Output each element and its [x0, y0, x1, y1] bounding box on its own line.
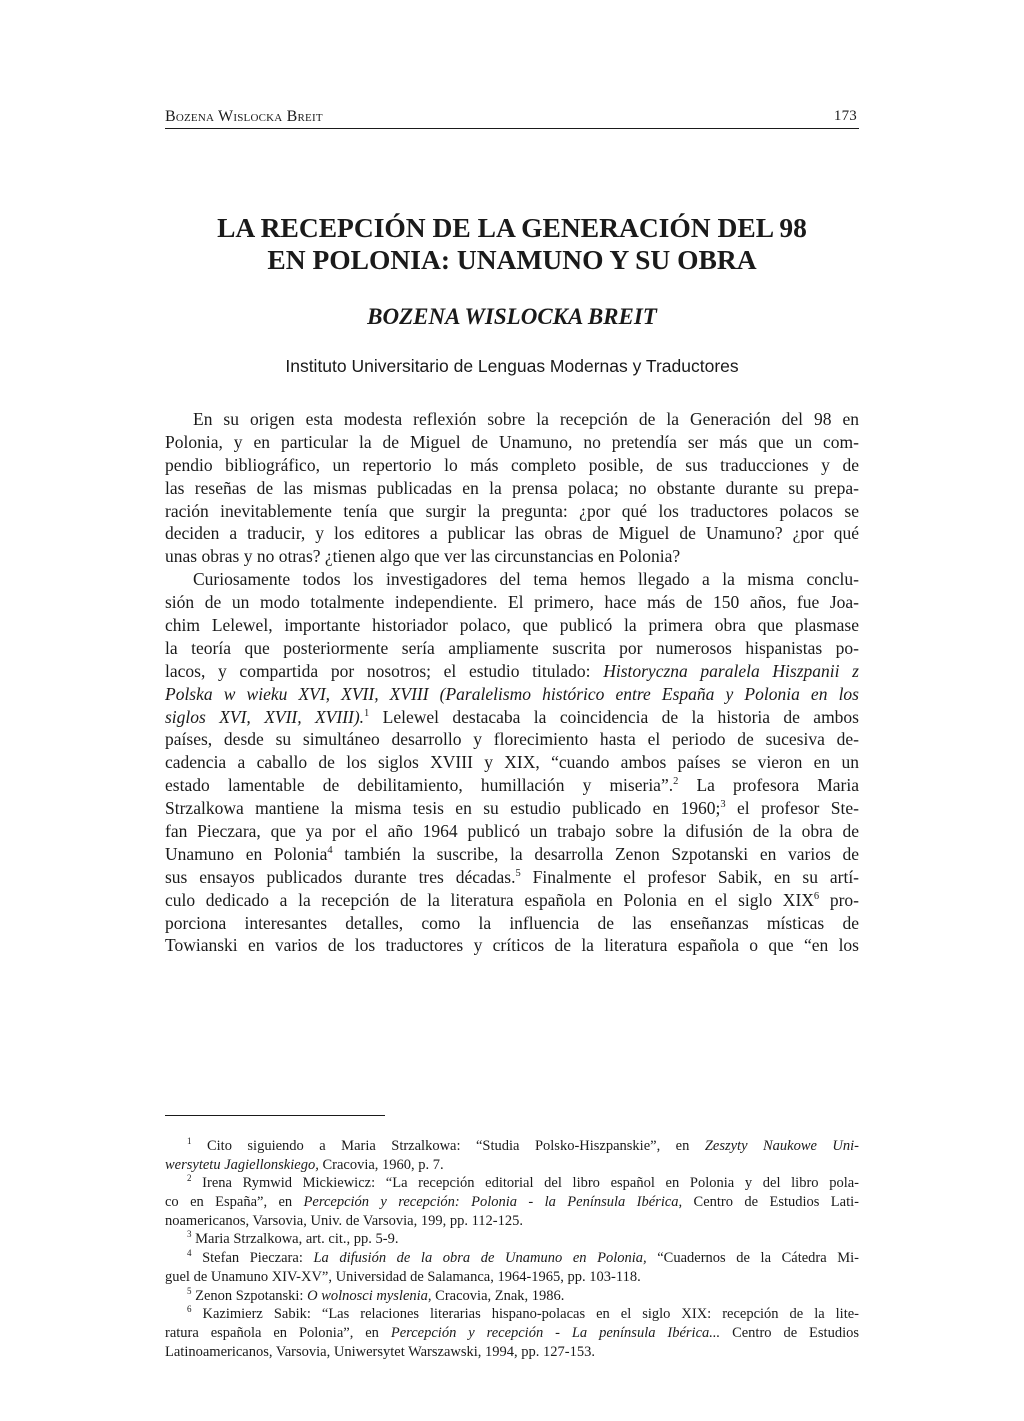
body-line: estado lamentable de debilitamiento, humillación y miseria”.$^2$ La profesora Maria — [165, 775, 860, 796]
footnote-ref[interactable]: 2 — [673, 776, 679, 788]
footnote-4: $^4$ Stefan Pieczara: La difusión de la obra de Unamuno en Polonia, “Cuadernos de la Cátedra Mi- — [187, 1248, 860, 1267]
title-line-2: EN POLONIA: UNAMUNO Y SU OBRA — [267, 244, 757, 275]
body-line: Unamuno en Polonia$^4$ también la suscribe, la desarrolla Zenon Szpotanski en varios de — [165, 843, 859, 864]
body-line: En su origen esta modesta reflexión sobre la recepción de la Generación del 98 en — [193, 409, 859, 429]
body-line: fan Pieczara, que ya por el año 1964 publicó un trabajo sobre la difusión de la obra de — [165, 821, 859, 842]
footnote-ref[interactable]: 5 — [515, 867, 521, 879]
article-body — [165, 408, 859, 957]
cited-title: siglos XVI, XVII, XVIII). — [165, 706, 365, 727]
article-title — [160, 212, 864, 276]
footnote-6-cont: ratura española en Polonia”, en Percepción y recepción - La península Ibérica... Centro de Estudios — [165, 1324, 859, 1341]
body-line: Strzalkowa mantiene la misma tesis en su estudio publicado en 1960;$^3$ el profesor Ste- — [165, 798, 859, 819]
body-line: Polonia, y en particular la de Miguel de Unamuno, no pretendía ser más que un com- — [165, 431, 859, 452]
body-line: países, desde su simultáneo desarrollo y florecimiento hasta el periodo de sucesiva de- — [165, 729, 859, 750]
footnote-ref[interactable]: 6 — [813, 890, 820, 902]
body-line: lacos, y compartida por nosotros; el estudio titulado: Historyczna paralela Hiszpanii z — [165, 660, 859, 681]
author-affiliation: Instituto Universitario de Lenguas Modernas y Traductores — [285, 356, 739, 376]
body-line: deciden a traducir, y los editores a publicar las obras de Miguel de Unamuno? ¿por qué — [165, 523, 859, 544]
footnote-1: $^1$ Cito siguiendo a Maria Strzalkowa: “Studia Polsko-Hiszpanskie”, en Zeszyty Naukowe Uni- — [187, 1136, 859, 1154]
footnote-6-cont: Latinoamericanos, Varsovia, Uniwersytet Warszawski, 1994, pp. 127-153. — [165, 1343, 595, 1360]
body-line: culo dedicado a la recepción de la literatura española en Polonia en el siglo XIX$^6$ pro- — [165, 889, 859, 910]
body-line: cadencia a caballo de los siglos XVIII y XIX, “cuando ambos países se vieron en un — [165, 752, 859, 773]
footnote-ref[interactable]: 1 — [364, 707, 370, 719]
cited-title: Historyczna paralela Hiszpanii z — [603, 660, 859, 681]
footnote-4-cont: guel de Unamuno XIV-XV”, Universidad de Salamanca, 1964-1965, pp. 103-118. — [165, 1268, 641, 1285]
footnote-3: $^3$ Maria Strzalkowa, art. cit., pp. 5-9. — [187, 1229, 399, 1248]
body-line: chim Lelewel, importante historiador polaco, que publicó la primera obra que plasmase — [165, 615, 859, 636]
body-line: unas obras y no otras? ¿tienen algo que ver las circunstancias en Polonia? — [165, 546, 681, 567]
footnote-6: $^6$ Kazimierz Sabik: “Las relaciones literarias hispano-polacas en el siglo XIX: recepción de la lite- — [187, 1304, 859, 1323]
body-line: la teoría que posteriormente sería ampliamente suscrita por numerosos hispanistas po- — [165, 637, 859, 658]
body-line: sus ensayos publicados durante tres décadas.$^5$ Finalmente el profesor Sabik, en su artí- — [165, 866, 860, 887]
body-line: Curiosamente todos los investigadores del tema hemos llegado a la misma conclu- — [193, 569, 859, 590]
title-line-1: LA RECEPCIÓN DE LA GENERACIÓN DEL 98 — [217, 212, 807, 243]
body-line: sión de un modo totalmente independiente. El primero, hace más de 150 años, fue Joa- — [165, 592, 859, 613]
running-header — [165, 106, 859, 129]
footnotes — [165, 1137, 859, 1361]
body-line: siglos XVI, XVII, XVIII).$^1$ Lelewel destacaba la coincidencia de la historia de ambos — [165, 706, 859, 727]
body-line: Towianski en varios de los traductores y críticos de la literatura española o que “en los — [165, 935, 859, 956]
body-line: las reseñas de las mismas publicadas en la prensa polaca; no obstante durante su prepa- — [165, 477, 859, 498]
footnote-separator — [165, 1115, 385, 1116]
footnote-5: $^5$ Zenon Szpotanski: O wolnosci myslenia, Cracovia, Znak, 1986. — [187, 1285, 565, 1304]
page-number: 173 — [833, 108, 857, 124]
footnote-1-cont: wersytetu Jagiellonskiego, Cracovia, 1960, p. 7. — [165, 1156, 444, 1173]
footnote-2-cont: co en España”, en Percepción y recepción: Polonia - la Península Ibérica, Centro de Estudios Lati- — [165, 1194, 859, 1211]
footnote-2: $^2$ Irena Rymwid Mickiewicz: “La recepción editorial del libro español en Polonia y del libro pola- — [187, 1173, 859, 1192]
header-author: Bozena Wislocka Breit — [165, 108, 323, 125]
footnote-ref[interactable]: 4 — [327, 845, 333, 857]
body-line — [165, 683, 859, 706]
body-line: pendio bibliográfico, un repertorio lo más completo posible, de sus traducciones y de — [165, 454, 859, 475]
footnote-ref[interactable]: 3 — [720, 799, 726, 811]
cited-title: Polska w wieku XVI, XVII, XVIII (Paralelismo histórico entre España y Polonia en los — [165, 683, 859, 704]
footnote-2-cont: noamericanos, Varsovia, Univ. de Varsovia, 199, pp. 112-125. — [165, 1212, 524, 1229]
article-author: BOZENA WISLOCKA BREIT — [367, 304, 657, 329]
body-line: porciona interesantes detalles, como la influencia de las enseñanzas místicas de — [165, 912, 859, 933]
body-line: ración inevitablemente tenía que surgir la pregunta: ¿por qué los traductores polacos se — [165, 500, 859, 521]
